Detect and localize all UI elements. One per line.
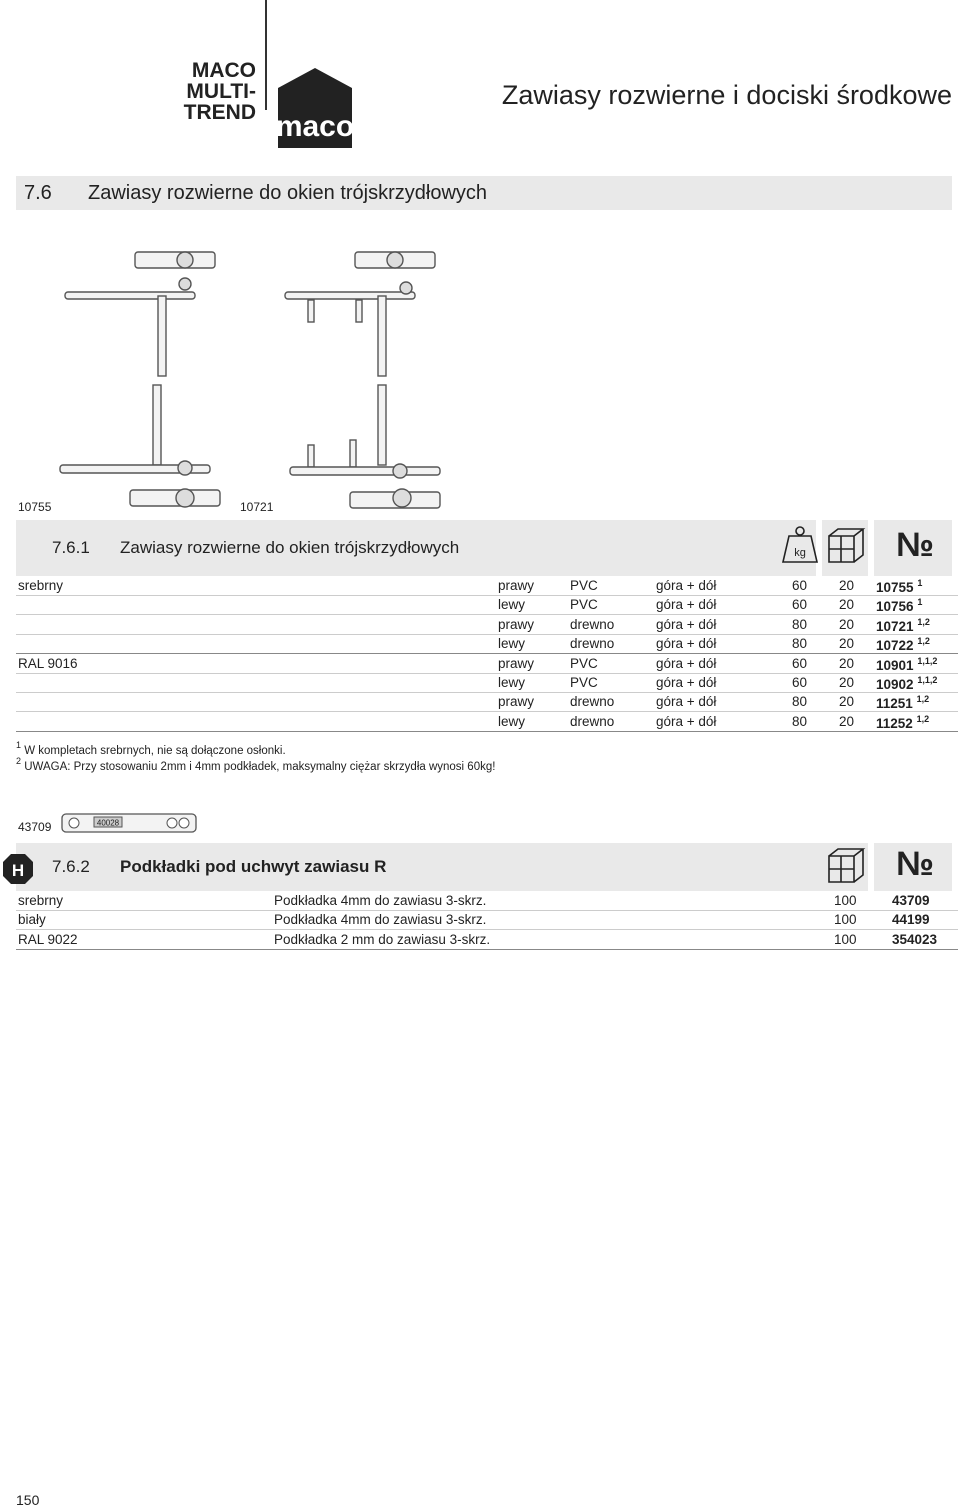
page-number: 150 xyxy=(16,1492,40,1508)
cell-pack: 100 xyxy=(834,912,857,928)
hinge-drawing xyxy=(50,240,450,515)
cell-side: lewy xyxy=(498,713,526,729)
cell-material: PVC xyxy=(570,675,598,690)
cell-material: drewno xyxy=(570,713,615,729)
subsection-title: Zawiasy rozwierne do okien trójskrzydłowych xyxy=(120,538,460,557)
table-row xyxy=(16,673,958,693)
h-badge-text: H xyxy=(11,861,25,880)
maco-logo xyxy=(276,66,354,150)
cell-pack: 20 xyxy=(839,694,855,710)
weight-kg-icon xyxy=(780,524,820,566)
cell-pack: 100 xyxy=(834,893,857,908)
cell-description: Podkładka 2 mm do zawiasu 3-skrz. xyxy=(274,931,491,947)
cell-weight: 60 xyxy=(792,578,808,593)
cell-position: góra + dół xyxy=(656,694,717,710)
cell-material: drewno xyxy=(570,636,615,652)
table-row xyxy=(16,692,958,712)
cell-article-number: 44199 xyxy=(892,912,930,928)
cell-position: góra + dół xyxy=(656,655,717,671)
brand-name xyxy=(128,60,256,123)
cell-material: drewno xyxy=(570,694,615,710)
cell-material: PVC xyxy=(570,655,598,671)
table-row xyxy=(16,654,958,674)
cell-article-number: 10755 $^1$ xyxy=(876,578,923,595)
cell-description: Podkładka 4mm do zawiasu 3-skrz. xyxy=(274,893,487,908)
article-number-icon-2: № xyxy=(896,845,934,883)
cell-side: lewy xyxy=(498,597,526,613)
shim-caption: 43709 xyxy=(18,820,52,834)
package-quantity-icon xyxy=(826,526,870,566)
footnote-2: $^2$ UWAGA: Przy stosowaniu 2mm i 4mm podkładek, maksymalny ciężar skrzydła wynosi 60kg! xyxy=(16,756,496,773)
cell-material: PVC xyxy=(570,597,598,613)
subsection2-heading xyxy=(16,843,952,891)
cell-pack: 20 xyxy=(839,636,855,652)
image-caption-right: 10721 xyxy=(240,500,274,514)
brand-line2: MULTI-TREND xyxy=(183,80,256,124)
section-title: Zawiasy rozwierne do okien trójskrzydłowych xyxy=(88,182,488,204)
cell-weight: 80 xyxy=(792,616,808,632)
table-row xyxy=(16,634,958,654)
cell-article-number: 10721 $^{1,2}$ xyxy=(876,616,930,634)
cell-position: góra + dół xyxy=(656,597,717,613)
cell-position: góra + dół xyxy=(656,578,717,593)
cell-weight: 80 xyxy=(792,713,808,729)
table-row xyxy=(16,615,958,635)
section-number: 7.6 xyxy=(24,182,52,204)
h-badge-icon xyxy=(2,853,34,885)
table-row xyxy=(16,891,958,911)
cell-pack: 20 xyxy=(839,578,855,593)
cell-side: prawy xyxy=(498,694,535,710)
hinge-table xyxy=(0,576,960,736)
image-caption-left: 10755 xyxy=(18,500,52,514)
cell-article-number: 10901 $^{1,1,2}$ xyxy=(876,655,938,673)
cell-article-number: 11251 $^{1,2}$ xyxy=(876,694,930,712)
shim-table xyxy=(0,891,960,951)
table-row xyxy=(16,930,958,950)
brand-line1: MACO xyxy=(191,59,256,82)
cell-weight: 80 xyxy=(792,636,808,652)
shim-drawing xyxy=(60,810,200,836)
subsection2-number: 7.6.2 xyxy=(52,857,90,876)
section-heading xyxy=(16,176,952,210)
cell-side: prawy xyxy=(498,655,535,671)
cell-position: góra + dół xyxy=(656,636,717,652)
shim-label: 40028 xyxy=(96,818,120,828)
cell-side: lewy xyxy=(498,675,526,690)
cell-color: srebrny xyxy=(18,578,64,593)
cell-material: drewno xyxy=(570,616,615,632)
header-divider xyxy=(265,0,267,110)
cell-weight: 60 xyxy=(792,675,808,690)
article-number-icon: № xyxy=(896,526,934,564)
cell-pack: 100 xyxy=(834,931,857,947)
cell-article-number: 11252 $^{1,2}$ xyxy=(876,713,930,731)
cell-pack: 20 xyxy=(839,713,855,729)
table-row xyxy=(16,712,958,732)
logo-text: maco xyxy=(276,110,354,143)
page-title: Zawiasy rozwierne i dociski środkowe xyxy=(501,80,952,110)
kg-text: kg xyxy=(794,547,806,559)
footnote-1: $^1$ W kompletach srebrnych, nie są dołączone osłonki. xyxy=(16,740,286,757)
cell-color: srebrny xyxy=(18,893,64,908)
cell-side: lewy xyxy=(498,636,526,652)
cell-pack: 20 xyxy=(839,675,855,690)
package-quantity-icon-2 xyxy=(826,846,870,886)
cell-position: góra + dół xyxy=(656,713,717,729)
cell-article-number: 10902 $^{1,1,2}$ xyxy=(876,675,938,692)
cell-weight: 60 xyxy=(792,597,808,613)
cell-position: góra + dół xyxy=(656,675,717,690)
table-row xyxy=(16,595,958,615)
cell-description: Podkładka 4mm do zawiasu 3-skrz. xyxy=(274,912,487,928)
cell-color: biały xyxy=(18,912,46,928)
subsection-number: 7.6.1 xyxy=(52,538,90,557)
cell-color: RAL 9016 xyxy=(18,655,78,671)
cell-material: PVC xyxy=(570,578,598,593)
cell-pack: 20 xyxy=(839,655,855,671)
cell-side: prawy xyxy=(498,616,535,632)
cell-position: góra + dół xyxy=(656,616,717,632)
table-row xyxy=(16,910,958,930)
cell-article-number: 43709 xyxy=(892,893,930,908)
cell-pack: 20 xyxy=(839,597,855,613)
cell-side: prawy xyxy=(498,578,535,593)
cell-color: RAL 9022 xyxy=(18,931,78,947)
table-row xyxy=(16,576,958,596)
cell-weight: 60 xyxy=(792,655,808,671)
cell-weight: 80 xyxy=(792,694,808,710)
subsection2-title: Podkładki pod uchwyt zawiasu R xyxy=(120,857,387,876)
cell-article-number: 354023 xyxy=(892,931,938,947)
cell-pack: 20 xyxy=(839,616,855,632)
cell-article-number: 10722 $^{1,2}$ xyxy=(876,636,930,654)
cell-article-number: 10756 $^1$ xyxy=(876,597,923,615)
